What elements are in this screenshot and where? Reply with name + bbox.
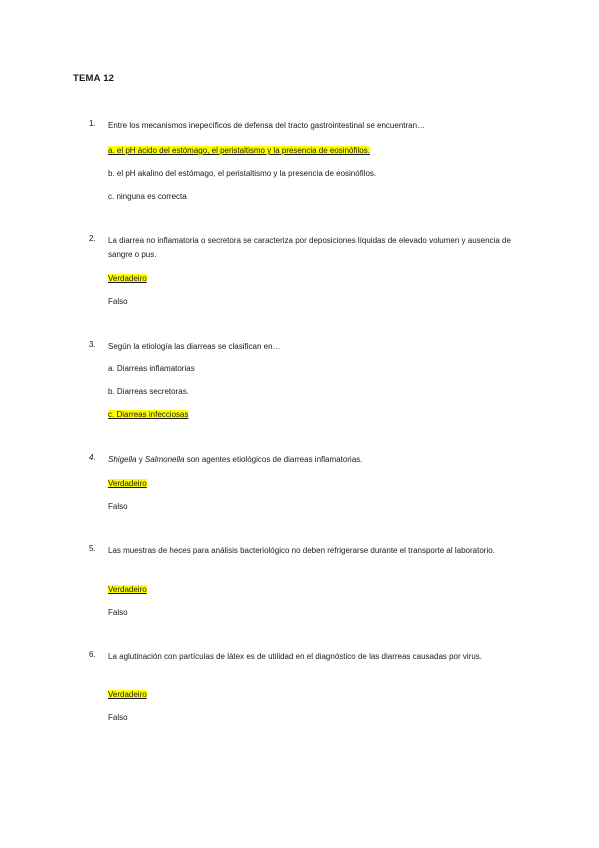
correct-answer-highlight: Verdadeiro	[108, 274, 147, 283]
question-text: La diarrea no inflamatoria o secretora se caracteriza por deposiciones líquidas de elevado volumen y ausencia de sangre o pus.	[108, 236, 511, 259]
question-number: 1.	[89, 119, 96, 128]
question-text: Según la etiología las diarreas se clasifican en…	[108, 342, 281, 351]
answer-option	[108, 145, 370, 156]
page-title: TEMA 12	[73, 73, 115, 84]
question-text: Entre los mecanismos inepecíficos de defensa del tracto gastrointestinal se encuentran…	[108, 121, 426, 130]
correct-answer-highlight: Verdadeiro	[108, 479, 147, 488]
correct-answer-highlight: Verdadeiro	[108, 690, 147, 699]
question-number: 4.	[89, 453, 96, 462]
answer-option: Falso	[108, 713, 128, 722]
answer-option: Falso	[108, 297, 128, 306]
question-text: Las muestras de heces para análisis bacteriológico no deben refrigerarse durante el transporte al laboratorio.	[108, 546, 495, 555]
correct-answer-highlight: a. el pH ácido del estómago, el peristaltismo y la presencia de eosinófilos.	[108, 146, 370, 155]
text-fragment: son agentes etiológicos de diarreas inflamatorias.	[184, 455, 363, 464]
answer-option	[108, 273, 147, 284]
text-fragment: y	[136, 455, 145, 464]
answer-option	[108, 478, 147, 489]
question-number: 3.	[89, 340, 96, 349]
answer-option: Falso	[108, 608, 128, 617]
question-text	[108, 453, 528, 467]
answer-option: c. ninguna es correcta	[108, 192, 187, 201]
organism-name: Shigella	[108, 455, 137, 464]
question-number: 6.	[89, 650, 96, 659]
answer-option	[108, 689, 147, 700]
answer-option: b. Diarreas secretoras.	[108, 387, 189, 396]
answer-option: b. el pH akalino del estómago, el peristaltismo y la presencia de eosinófilos.	[108, 169, 377, 178]
correct-answer-highlight: Verdadeiro	[108, 585, 147, 594]
question-number: 5.	[89, 544, 96, 553]
organism-name: Salmonella	[144, 455, 185, 464]
correct-answer-highlight: c. Diarreas infecciosas	[108, 410, 189, 419]
answer-option: Falso	[108, 502, 128, 511]
answer-option: a. Diarreas inflamatorias	[108, 364, 195, 373]
answer-option	[108, 409, 188, 420]
question-number: 2.	[89, 234, 96, 243]
question-text: La aglutinación con partículas de látex es de utilidad en el diagnóstico de las diarreas causadas por virus.	[108, 652, 483, 661]
answer-option	[108, 584, 147, 595]
